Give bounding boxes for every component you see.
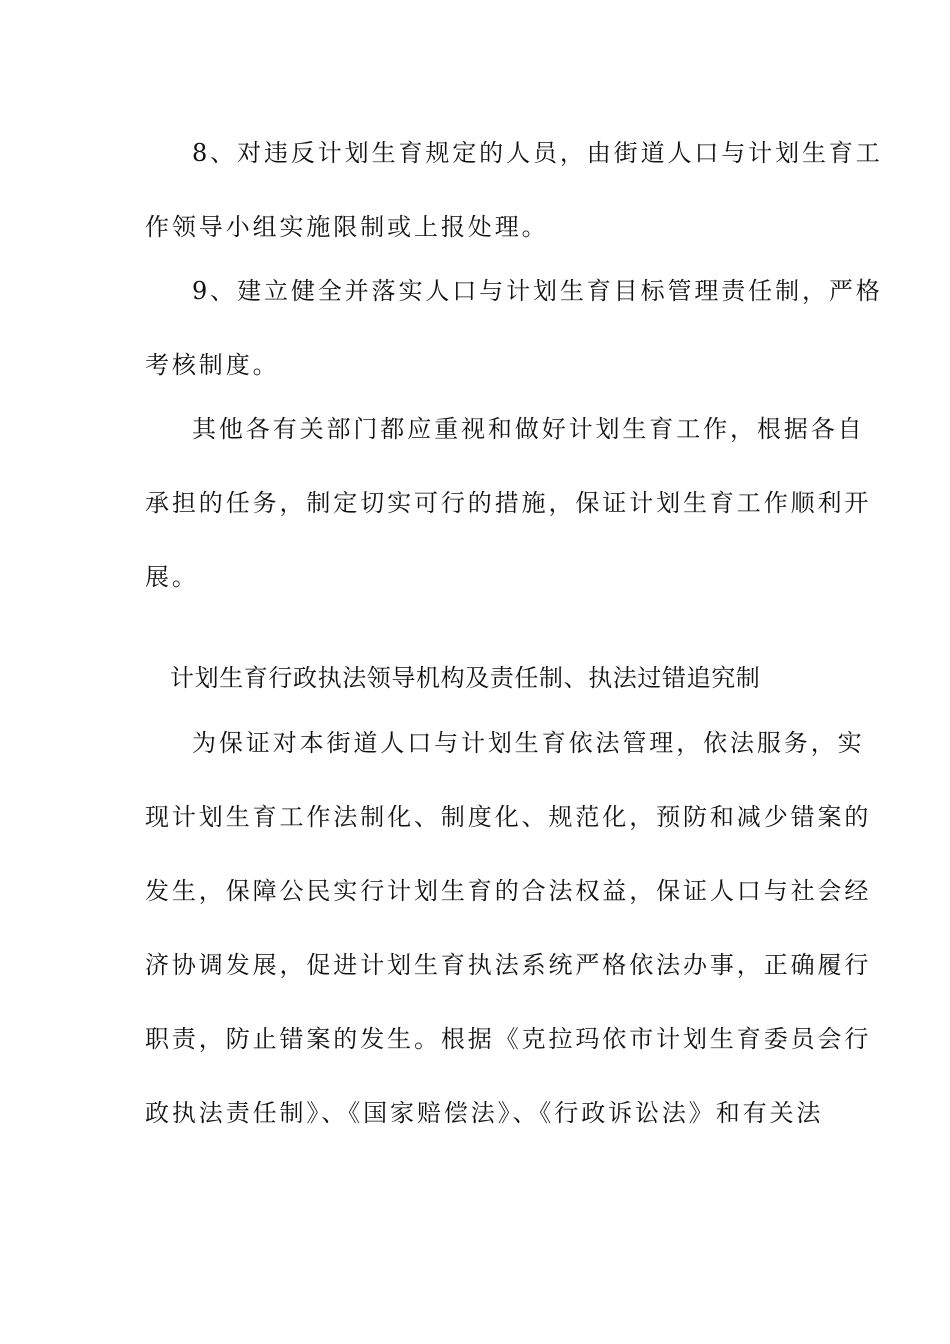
paragraph-other-line-1: 其他各有关部门都应重视和做好计划生育工作，根据各自 — [192, 415, 865, 443]
paragraph-9-line-2: 考核制度。 — [145, 351, 280, 379]
paragraph-intro-line-2: 现计划生育工作法制化、制度化、规范化，预防和减少错案的 — [145, 803, 872, 831]
paragraph-intro-line-4: 济协调发展，促进计划生育执法系统严格依法办事，正确履行 — [145, 951, 872, 979]
paragraph-intro-line-1: 为保证对本街道人口与计划生育依法管理，依法服务，实 — [192, 729, 865, 757]
paragraph-8-line-2: 作领导小组实施限制或上报处理。 — [145, 213, 549, 241]
paragraph-intro-line-5: 职责，防止错案的发生。根据《克拉玛依市计划生育委员会行 — [145, 1025, 872, 1053]
paragraph-intro-line-6: 政执法责任制》、《国家赔偿法》、《行政诉讼法》和有关法 — [145, 1099, 824, 1127]
paragraph-other-line-3: 展。 — [145, 563, 199, 591]
paragraph-intro-line-3: 发生，保障公民实行计划生育的合法权益，保证人口与社会经 — [145, 877, 872, 905]
paragraph-other-line-2: 承担的任务，制定切实可行的措施，保证计划生育工作顺利开 — [145, 489, 872, 517]
section-heading: 计划生育行政执法领导机构及责任制、执法过错追究制 — [170, 664, 761, 692]
paragraph-9-line-1: 9、建立健全并落实人口与计划生育目标管理责任制，严格 — [192, 277, 883, 305]
paragraph-8-line-1: 8、对违反计划生育规定的人员，由街道人口与计划生育工 — [192, 139, 883, 167]
